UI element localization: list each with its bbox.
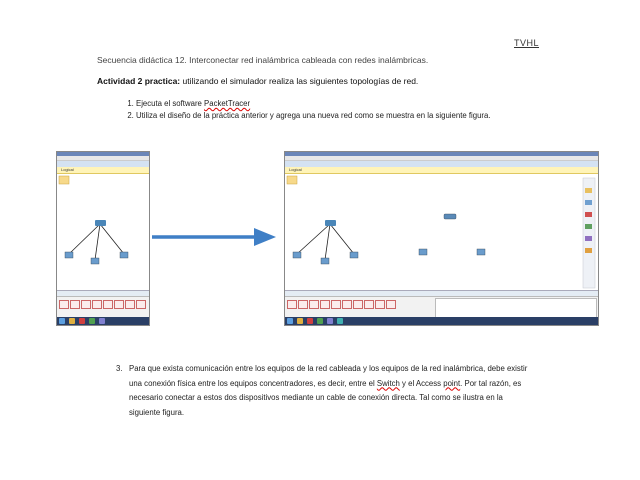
activity-text: utilizando el simulador realiza las siguientes topologías de red. bbox=[180, 76, 419, 86]
folder-icon bbox=[287, 176, 297, 184]
taskbar-app-icon bbox=[337, 318, 343, 324]
device-category-icon bbox=[309, 300, 319, 309]
cable-link bbox=[95, 224, 100, 260]
step-3-part2: y el Access bbox=[399, 378, 444, 388]
cable-link bbox=[325, 224, 330, 260]
device-category-icon bbox=[364, 300, 374, 309]
step-3-part3: . Por tal razón, es necesario conectar a estos dos dispositivos mediante un cable de conexión directa. Tal como se ilustra en la siguiente figura. bbox=[129, 378, 522, 417]
device-category-icon bbox=[331, 300, 341, 309]
device-category-icon bbox=[92, 300, 102, 309]
step-1 bbox=[136, 98, 536, 110]
activity-heading bbox=[97, 76, 418, 86]
right-tool-palette bbox=[583, 178, 595, 288]
device-category-icon bbox=[59, 300, 69, 309]
inspect-tool-icon bbox=[585, 224, 592, 229]
taskbar-app-icon bbox=[99, 318, 105, 324]
select-tool-icon bbox=[585, 188, 592, 193]
step-3-part1: Para que exista comunicación entre los equipos de la red cableada y los equipos de la red inalámbrica, debe existir una conexión física entre los equipos concentradores, es decir, entre el bbox=[129, 364, 528, 388]
activity-label: Actividad 2 practica: bbox=[97, 76, 181, 86]
device-category-icon bbox=[353, 300, 363, 309]
device-category-icon bbox=[136, 300, 146, 309]
device-category-icon bbox=[320, 300, 330, 309]
switch-icon bbox=[325, 220, 336, 226]
device-category-icon bbox=[103, 300, 113, 309]
wireless-pc-icon bbox=[419, 249, 427, 255]
network-canvas-before bbox=[57, 174, 149, 292]
start-icon bbox=[59, 318, 65, 324]
cable-link bbox=[69, 224, 100, 254]
logical-workspace-bar bbox=[57, 167, 149, 174]
screenshot-before bbox=[56, 151, 150, 326]
step-3-number: 3. bbox=[116, 364, 123, 373]
device-category-icon bbox=[125, 300, 135, 309]
taskbar-app-icon bbox=[89, 318, 95, 324]
logical-tab-label: Logical bbox=[289, 167, 302, 172]
step-1-software-name: PacketTracer bbox=[204, 99, 251, 108]
document-tag: TVHL bbox=[514, 38, 540, 48]
steps-list bbox=[120, 98, 536, 122]
cable-link bbox=[297, 224, 330, 254]
device-category-icon bbox=[70, 300, 80, 309]
pc-icon bbox=[120, 252, 128, 258]
pdu-list-panel bbox=[435, 298, 597, 319]
cable-link bbox=[330, 224, 354, 254]
pc-icon bbox=[321, 258, 329, 264]
device-panel bbox=[57, 296, 149, 318]
pc-icon bbox=[91, 258, 99, 264]
folder-icon bbox=[59, 176, 69, 184]
step-3 bbox=[116, 362, 528, 420]
step-1-text: Ejecuta el software bbox=[136, 99, 205, 108]
device-category-icon bbox=[375, 300, 385, 309]
screenshot-after bbox=[284, 151, 599, 326]
device-category-icon bbox=[342, 300, 352, 309]
device-category-icon bbox=[287, 300, 297, 309]
step-3-text bbox=[129, 362, 528, 420]
access-point-icon bbox=[444, 214, 456, 219]
start-icon bbox=[287, 318, 293, 324]
delete-tool-icon bbox=[585, 212, 592, 217]
step-3-switch-word: Switch bbox=[376, 378, 400, 388]
step-3-point-word: point bbox=[443, 378, 461, 388]
switch-icon bbox=[95, 220, 106, 226]
taskbar-app-icon bbox=[327, 318, 333, 324]
pc-icon bbox=[293, 252, 301, 258]
os-taskbar bbox=[57, 317, 149, 325]
move-tool-icon bbox=[585, 200, 592, 205]
network-canvas-after bbox=[285, 174, 598, 292]
pc-icon bbox=[65, 252, 73, 258]
device-category-icon bbox=[298, 300, 308, 309]
resize-tool-icon bbox=[585, 236, 592, 241]
arrow-graphic bbox=[150, 226, 280, 248]
device-category-icon bbox=[386, 300, 396, 309]
device-category-icon bbox=[81, 300, 91, 309]
document-title: Secuencia didáctica 12. Interconectar red inalámbrica cableada con redes inalámbricas. bbox=[97, 55, 429, 65]
arrow-head bbox=[254, 228, 276, 246]
cable-link bbox=[100, 224, 124, 254]
taskbar-app-icon bbox=[79, 318, 85, 324]
logical-tab-label: Logical bbox=[61, 167, 74, 172]
wireless-pc-icon bbox=[477, 249, 485, 255]
os-taskbar bbox=[285, 317, 598, 325]
device-panel bbox=[285, 296, 598, 318]
device-category-icon bbox=[114, 300, 124, 309]
logical-workspace-bar bbox=[285, 167, 598, 174]
step-2-text: Utiliza el diseño de la práctica anterior y agrega una nueva red como se muestra en la siguiente figura. bbox=[136, 111, 491, 120]
taskbar-app-icon bbox=[69, 318, 75, 324]
taskbar-app-icon bbox=[297, 318, 303, 324]
taskbar-app-icon bbox=[307, 318, 313, 324]
taskbar-app-icon bbox=[317, 318, 323, 324]
pdu-tool-icon bbox=[585, 248, 592, 253]
step-2 bbox=[136, 110, 536, 122]
pc-icon bbox=[350, 252, 358, 258]
